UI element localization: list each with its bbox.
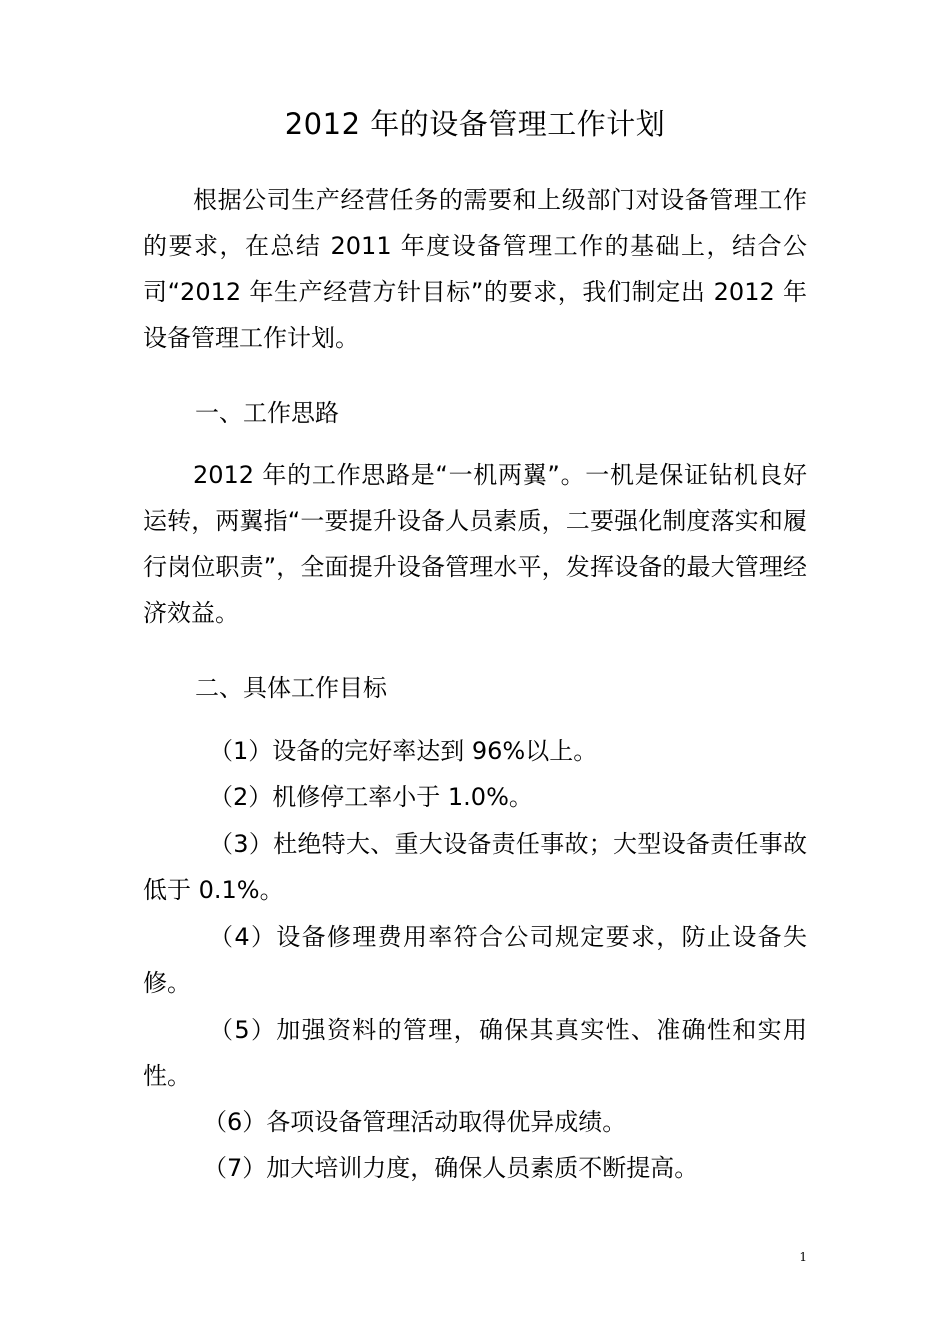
goal-item-4: （4）设备修理费用率符合公司规定要求，防止设备失修。 (143, 923, 807, 997)
page-number: 1 (799, 1250, 807, 1264)
work-approach-paragraph: 2012 年的工作思路是“一机两翼”。一机是保证钻机良好运转，两翼指“一要提升设备人员素质，二要强化制度落实和履行岗位职责”，全面提升设备管理水平，发挥设备的最大管理经济效益。 (143, 461, 807, 627)
goal-item-1: （1）设备的完好率达到 96%以上。 (209, 737, 598, 765)
goal-item-6: （6）各项设备管理活动取得优异成绩。 (203, 1108, 627, 1136)
document-title: 2012 年的设备管理工作计划 (284, 107, 666, 141)
goal-item-7: （7）加大培训力度，确保人员素质不断提高。 (203, 1154, 699, 1182)
goal-item-5: （5）加强资料的管理，确保其真实性、准确性和实用性。 (143, 1016, 807, 1090)
section-heading-work-goals: 二、具体工作目标 (195, 674, 387, 702)
section-heading-work-approach: 一、工作思路 (195, 399, 339, 427)
intro-paragraph: 根据公司生产经营任务的需要和上级部门对设备管理工作的要求，在总结 2011 年度设备管理工作的基础上，结合公司“2012 年生产经营方针目标”的要求，我们制定出 2012 年设备管理工作计划。 (143, 186, 807, 352)
goal-item-3: （3）杜绝特大、重大设备责任事故；大型设备责任事故低于 0.1%。 (143, 830, 807, 904)
goal-item-2: （2）机修停工率小于 1.0%。 (209, 783, 533, 811)
